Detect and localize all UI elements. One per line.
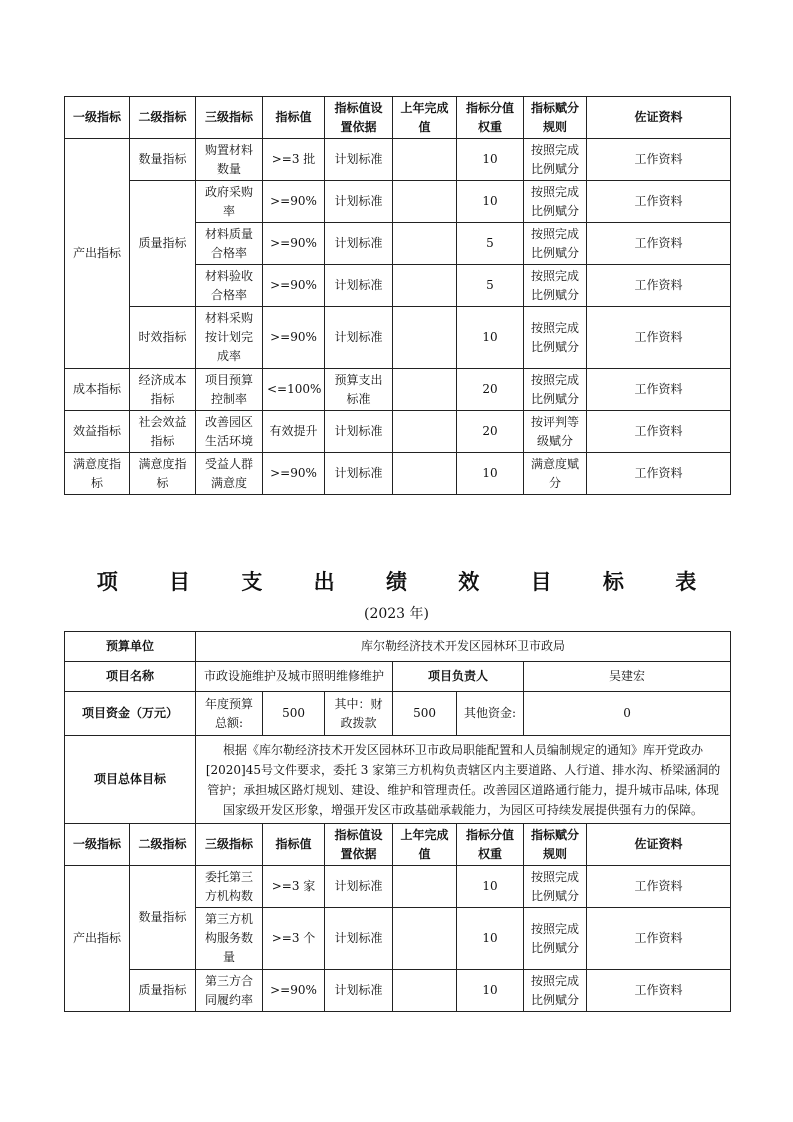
level2-cell: 质量指标 bbox=[130, 970, 196, 1012]
level1-cell: 产出指标 bbox=[65, 139, 130, 369]
level2-cell: 时效指标 bbox=[130, 307, 196, 369]
value-cell: >=90% bbox=[263, 307, 325, 369]
weight-cell: 5 bbox=[457, 265, 524, 307]
level1-cell: 成本指标 bbox=[65, 369, 130, 411]
header-weight: 指标分值权重 bbox=[457, 824, 524, 866]
value-cell: >=3 个 bbox=[263, 908, 325, 970]
rule-cell: 按照完成比例赋分 bbox=[524, 181, 587, 223]
value-cell: 有效提升 bbox=[263, 411, 325, 453]
level3-cell: 材料采购按计划完成率 bbox=[196, 307, 263, 369]
evidence-cell: 工作资料 bbox=[587, 369, 731, 411]
project-manager-value: 吴建宏 bbox=[524, 662, 731, 692]
header-evidence: 佐证资料 bbox=[587, 824, 731, 866]
basis-cell: 计划标准 bbox=[325, 453, 393, 495]
basis-cell: 计划标准 bbox=[325, 307, 393, 369]
level3-cell: 第三方合同履约率 bbox=[196, 970, 263, 1012]
weight-cell: 10 bbox=[457, 453, 524, 495]
table-row bbox=[65, 181, 731, 223]
header-weight: 指标分值权重 bbox=[457, 97, 524, 139]
table-row bbox=[65, 307, 731, 369]
level3-cell: 第三方机构服务数量 bbox=[196, 908, 263, 970]
rule-cell: 按照完成比例赋分 bbox=[524, 970, 587, 1012]
evidence-cell: 工作资料 bbox=[587, 908, 731, 970]
level3-cell: 材料验收合格率 bbox=[196, 265, 263, 307]
value-cell: >=90% bbox=[263, 181, 325, 223]
evidence-cell: 工作资料 bbox=[587, 139, 731, 181]
overall-goal-row bbox=[65, 736, 731, 824]
header-basis: 指标值设置依据 bbox=[325, 97, 393, 139]
level2-cell: 社会效益指标 bbox=[130, 411, 196, 453]
rule-cell: 按照完成比例赋分 bbox=[524, 223, 587, 265]
header-basis: 指标值设置依据 bbox=[325, 824, 393, 866]
header-level1: 一级指标 bbox=[65, 97, 130, 139]
prev-cell bbox=[393, 181, 457, 223]
basis-cell: 计划标准 bbox=[325, 265, 393, 307]
rule-cell: 按照完成比例赋分 bbox=[524, 307, 587, 369]
weight-cell: 10 bbox=[457, 181, 524, 223]
header-value: 指标值 bbox=[263, 824, 325, 866]
evidence-cell: 工作资料 bbox=[587, 307, 731, 369]
level1-cell: 产出指标 bbox=[65, 866, 130, 1012]
basis-cell: 计划标准 bbox=[325, 411, 393, 453]
level3-cell: 政府采购率 bbox=[196, 181, 263, 223]
table-row bbox=[65, 453, 731, 495]
rule-cell: 按照完成比例赋分 bbox=[524, 139, 587, 181]
value-cell: >=3 批 bbox=[263, 139, 325, 181]
basis-cell: 计划标准 bbox=[325, 866, 393, 908]
table-row bbox=[65, 866, 731, 908]
prev-cell bbox=[393, 139, 457, 181]
year-label: (2023 年) bbox=[363, 606, 429, 622]
rule-cell: 按照完成比例赋分 bbox=[524, 369, 587, 411]
level2-cell: 数量指标 bbox=[130, 866, 196, 970]
project-name-row bbox=[65, 662, 731, 692]
overall-goal-text: 根据《库尔勒经济技术开发区园林环卫市政局职能配置和人员编制规定的通知》库开党政办[2020]45号文件要求，委托 3 家第三方机构负责辖区内主要道路、人行道、排水沟、桥梁涵洞的管护；承担城区路灯规划、建设、维护和管理责任。改善园区道路通行能力，提升城市品味, 体现国家级开发区形象，增强开发区市政基础承载能力，为园区可持续发展提供强有力的保障。 bbox=[196, 736, 731, 824]
prev-cell bbox=[393, 866, 457, 908]
value-cell: >=3 家 bbox=[263, 866, 325, 908]
value-cell: <=100% bbox=[263, 369, 325, 411]
fiscal-allocation-value: 500 bbox=[393, 692, 457, 736]
table-row bbox=[65, 369, 731, 411]
rule-cell: 按照完成比例赋分 bbox=[524, 265, 587, 307]
value-cell: >=90% bbox=[263, 453, 325, 495]
indicator-table-1 bbox=[64, 96, 731, 495]
table-row bbox=[65, 139, 731, 181]
header-level3: 三级指标 bbox=[196, 824, 263, 866]
annual-budget-label: 年度预算总额: bbox=[196, 692, 263, 736]
prev-cell bbox=[393, 970, 457, 1012]
weight-cell: 20 bbox=[457, 411, 524, 453]
level2-cell: 质量指标 bbox=[130, 181, 196, 307]
header-level3: 三级指标 bbox=[196, 97, 263, 139]
weight-cell: 5 bbox=[457, 223, 524, 265]
prev-cell bbox=[393, 411, 457, 453]
prev-cell bbox=[393, 223, 457, 265]
evidence-cell: 工作资料 bbox=[587, 223, 731, 265]
level3-cell: 材料质量合格率 bbox=[196, 223, 263, 265]
weight-cell: 10 bbox=[457, 908, 524, 970]
header-level2: 二级指标 bbox=[130, 97, 196, 139]
basis-cell: 预算支出标准 bbox=[325, 369, 393, 411]
basis-cell: 计划标准 bbox=[325, 223, 393, 265]
level2-cell: 满意度指标 bbox=[130, 453, 196, 495]
weight-cell: 20 bbox=[457, 369, 524, 411]
weight-cell: 10 bbox=[457, 307, 524, 369]
header-rule: 指标赋分规则 bbox=[524, 824, 587, 866]
header-value: 指标值 bbox=[263, 97, 325, 139]
basis-cell: 计划标准 bbox=[325, 139, 393, 181]
overall-goal-label: 项目总体目标 bbox=[65, 736, 196, 824]
rule-cell: 满意度赋分 bbox=[524, 453, 587, 495]
basis-cell: 计划标准 bbox=[325, 970, 393, 1012]
rule-cell: 按评判等级赋分 bbox=[524, 411, 587, 453]
level3-cell: 项目预算控制率 bbox=[196, 369, 263, 411]
evidence-cell: 工作资料 bbox=[587, 181, 731, 223]
prev-cell bbox=[393, 908, 457, 970]
level1-cell: 满意度指标 bbox=[65, 453, 130, 495]
header-level1: 一级指标 bbox=[65, 824, 130, 866]
level3-cell: 委托第三方机构数 bbox=[196, 866, 263, 908]
table-header-row bbox=[65, 97, 731, 139]
evidence-cell: 工作资料 bbox=[587, 265, 731, 307]
budget-unit-value: 库尔勒经济技术开发区园林环卫市政局 bbox=[196, 632, 731, 662]
project-name-label: 项目名称 bbox=[65, 662, 196, 692]
other-funds-value: 0 bbox=[524, 692, 731, 736]
basis-cell: 计划标准 bbox=[325, 181, 393, 223]
page-title: 项 目 支 出 绩 效 目 标 表 bbox=[96, 570, 719, 594]
budget-unit-label: 预算单位 bbox=[65, 632, 196, 662]
rule-cell: 按照完成比例赋分 bbox=[524, 866, 587, 908]
evidence-cell: 工作资料 bbox=[587, 970, 731, 1012]
value-cell: >=90% bbox=[263, 265, 325, 307]
prev-cell bbox=[393, 265, 457, 307]
budget-unit-row bbox=[65, 632, 731, 662]
header-rule: 指标赋分规则 bbox=[524, 97, 587, 139]
header-level2: 二级指标 bbox=[130, 824, 196, 866]
table-row bbox=[65, 411, 731, 453]
level3-cell: 购置材料数量 bbox=[196, 139, 263, 181]
table-header-row bbox=[65, 824, 731, 866]
project-manager-label: 项目负责人 bbox=[393, 662, 524, 692]
header-evidence: 佐证资料 bbox=[587, 97, 731, 139]
basis-cell: 计划标准 bbox=[325, 908, 393, 970]
table-row bbox=[65, 970, 731, 1012]
weight-cell: 10 bbox=[457, 139, 524, 181]
header-prev: 上年完成值 bbox=[393, 824, 457, 866]
level1-cell: 效益指标 bbox=[65, 411, 130, 453]
level3-cell: 受益人群满意度 bbox=[196, 453, 263, 495]
value-cell: >=90% bbox=[263, 223, 325, 265]
level2-cell: 经济成本指标 bbox=[130, 369, 196, 411]
project-funds-label: 项目资金（万元） bbox=[65, 692, 196, 736]
project-funds-row bbox=[65, 692, 731, 736]
prev-cell bbox=[393, 369, 457, 411]
weight-cell: 10 bbox=[457, 866, 524, 908]
performance-target-table bbox=[64, 631, 731, 1012]
fiscal-allocation-label: 其中：财政拨款 bbox=[325, 692, 393, 736]
level2-cell: 数量指标 bbox=[130, 139, 196, 181]
evidence-cell: 工作资料 bbox=[587, 453, 731, 495]
prev-cell bbox=[393, 453, 457, 495]
weight-cell: 10 bbox=[457, 970, 524, 1012]
level3-cell: 改善园区生活环境 bbox=[196, 411, 263, 453]
annual-budget-value: 500 bbox=[263, 692, 325, 736]
header-prev: 上年完成值 bbox=[393, 97, 457, 139]
other-funds-label: 其他资金: bbox=[457, 692, 524, 736]
prev-cell bbox=[393, 307, 457, 369]
value-cell: >=90% bbox=[263, 970, 325, 1012]
evidence-cell: 工作资料 bbox=[587, 866, 731, 908]
rule-cell: 按照完成比例赋分 bbox=[524, 908, 587, 970]
evidence-cell: 工作资料 bbox=[587, 411, 731, 453]
project-name-value: 市政设施维护及城市照明维修维护 bbox=[196, 662, 393, 692]
